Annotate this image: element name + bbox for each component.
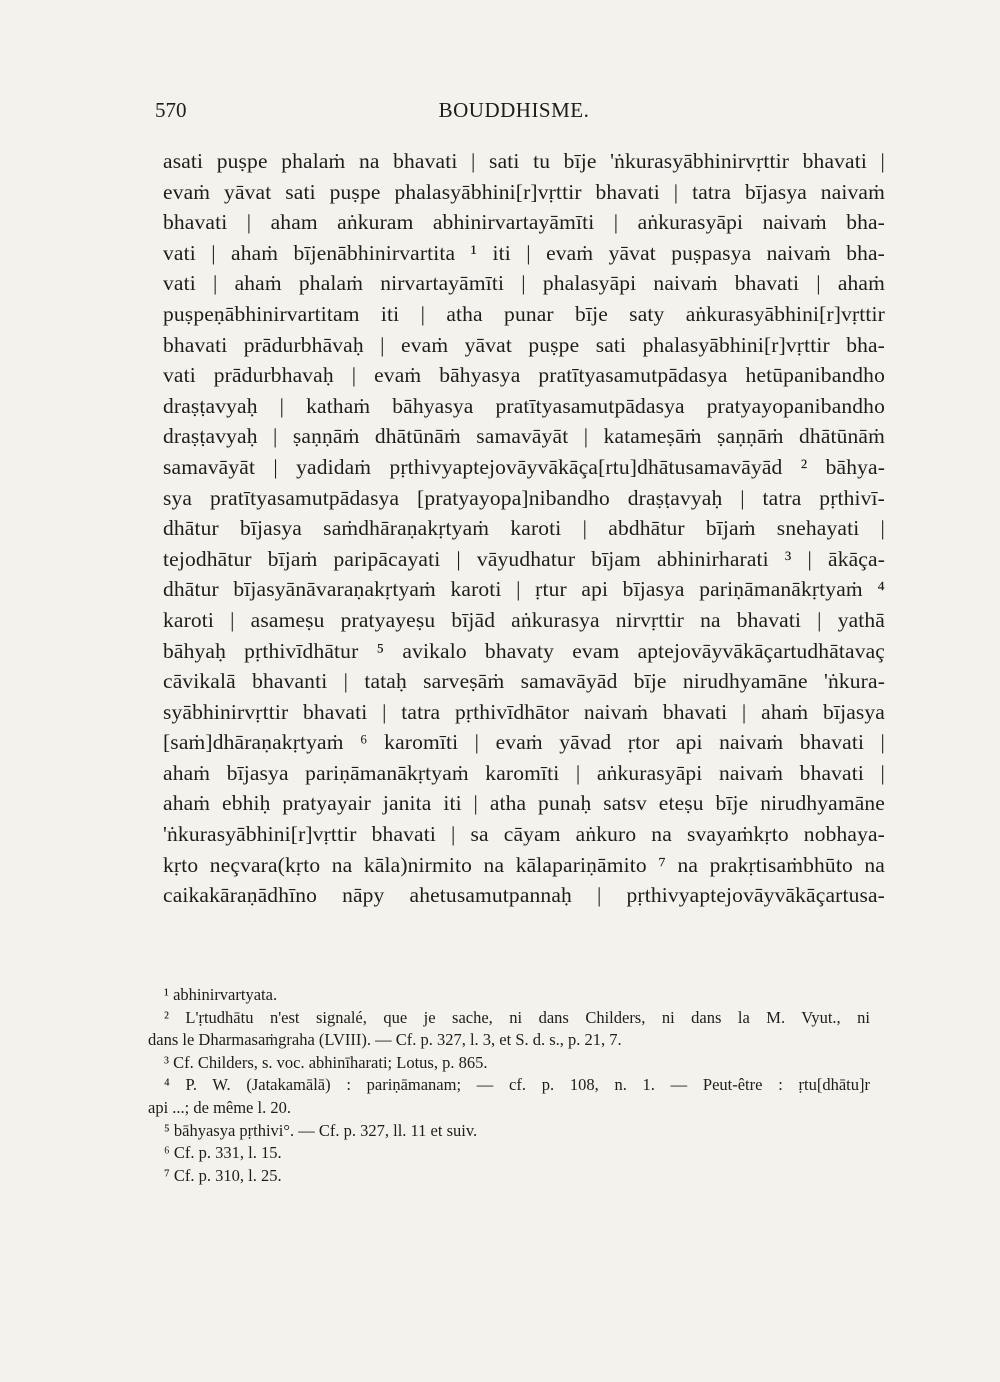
page-number: 570 — [155, 98, 187, 122]
running-title: BOUDDHISME. — [438, 98, 590, 122]
text-line: bhavati | aham aṅkuram abhinirvartayāmīti | aṅkurasyāpi naivaṁ bha- — [163, 210, 885, 235]
text-line: [saṁ]dhāraṇakṛtyaṁ ⁶ karomīti | evaṁ yāvad ṛtor api naivaṁ bhavati | — [163, 730, 885, 755]
text-line: tejodhātur bījaṁ paripācayati | vāyudhatur bījam abhinirharati ³ | ākāça- — [163, 546, 885, 571]
text-line: vati | ahaṁ bījenābhinirvartita ¹ iti | evaṁ yāvat puṣpasya naivaṁ bha- — [163, 240, 885, 265]
text-line: cāvikalā bhavanti | tataḥ sarveṣāṁ samavāyād bīje nirudhyamāne 'ṅkura- — [163, 669, 885, 694]
text-line: karoti | asameṣu pratyayeṣu bījād aṅkurasya nirvṛttir na bhavati | yathā — [163, 607, 885, 632]
footnote: ³ Cf. Childers, s. voc. abhinīharati; Lotus, p. 865. — [164, 1052, 488, 1072]
text-line: ahaṁ ebhiḥ pratyayair janita iti | atha punaḥ satsv eteṣu bīje nirudhyamāne — [163, 791, 885, 816]
text-line: samavāyāt | yadidaṁ pṛthivyaptejovāyvākāça[rtu]dhātusamavāyād ² bāhya- — [163, 454, 885, 479]
text-line: asati puṣpe phalaṁ na bhavati | sati tu bīje 'ṅkurasyābhinirvṛttir bhavati | — [163, 149, 885, 173]
text-line: evaṁ yāvat sati puṣpe phalasyābhini[r]vṛttir bhavati | tatra bījasya naivaṁ — [163, 179, 885, 204]
footnote-continuation: dans le Dharmasaṁgraha (LVIII). — Cf. p. 327, l. 3, et S. d. s., p. 21, 7. — [148, 1030, 622, 1050]
text-line: bhavati prādurbhāvaḥ | evaṁ yāvat puṣpe sati phalasyābhini[r]vṛttir bha- — [163, 332, 885, 357]
text-line: sya pratītyasamutpādasya [pratyayopa]nibandho draṣṭavyaḥ | tatra pṛthivī- — [163, 485, 885, 510]
text-line: draṣṭavyaḥ | kathaṁ bāhyasya pratītyasamutpādasya pratyayopanibandho — [163, 393, 885, 418]
footnotes — [148, 984, 870, 1187]
text-line: kṛto neçvara(kṛto na kāla)nirmito na kālapariṇāmito ⁷ na prakṛtisaṁbhūto na — [163, 852, 885, 877]
footnote: ⁴ P. W. (Jatakamālā) : pariṇāmanam; — cf. p. 108, n. 1. — Peut-être : ṛtu[dhātu]r — [164, 1075, 870, 1095]
text-line: syābhinirvṛttir bhavati | tatra pṛthivīdhātor naivaṁ bhavati | ahaṁ bījasya — [163, 699, 885, 724]
main-text — [163, 146, 885, 911]
text-line: caikakāraṇādhīno nāpy ahetusamutpannaḥ | pṛthivyaptejovāyvākāçartusa- — [163, 883, 885, 908]
text-line: dhātur bījasyānāvaraṇakṛtyaṁ karoti | ṛtur api bījasya pariṇāmanākṛtyaṁ ⁴ — [163, 577, 885, 602]
footnote: ² L'ṛtudhātu n'est signalé, que je sache, ni dans Childers, ni dans la M. Vyut., ni — [164, 1007, 870, 1027]
text-line: puṣpeṇābhinirvartitam iti | atha punar bīje saty aṅkurasyābhini[r]vṛttir — [163, 301, 885, 326]
text-line: bāhyaḥ pṛthivīdhātur ⁵ avikalo bhavaty evam aptejovāyvākāçartudhātavaç — [163, 638, 885, 663]
text-line: ahaṁ bījasya pariṇāmanākṛtyaṁ karomīti | aṅkurasyāpi naivaṁ bhavati | — [163, 760, 885, 785]
text-line: vati | ahaṁ phalaṁ nirvartayāmīti | phalasyāpi naivaṁ bhavati | ahaṁ — [163, 271, 885, 296]
footnote: ⁵ bāhyasya pṛthivi°. — Cf. p. 327, ll. 11 et suiv. — [164, 1120, 478, 1140]
page-header — [155, 98, 873, 128]
footnote: ⁷ Cf. p. 310, l. 25. — [164, 1165, 282, 1185]
text-line: dhātur bījasya saṁdhāraṇakṛtyaṁ karoti | abdhātur bījaṁ snehayati | — [163, 516, 885, 541]
text-line: vati prādurbhavaḥ | evaṁ bāhyasya pratītyasamutpādasya hetūpanibandho — [163, 363, 885, 388]
footnote: ¹ abhinirvartyata. — [164, 985, 278, 1004]
footnote-continuation: api ...; de même l. 20. — [148, 1097, 291, 1117]
text-line: draṣṭavyaḥ | ṣaṇṇāṁ dhātūnāṁ samavāyāt | katameṣāṁ ṣaṇṇāṁ dhātūnāṁ — [163, 424, 885, 449]
text-line: 'ṅkurasyābhini[r]vṛttir bhavati | sa cāyam aṅkuro na svayaṁkṛto nobhaya- — [163, 822, 885, 847]
footnote: ⁶ Cf. p. 331, l. 15. — [164, 1143, 282, 1163]
